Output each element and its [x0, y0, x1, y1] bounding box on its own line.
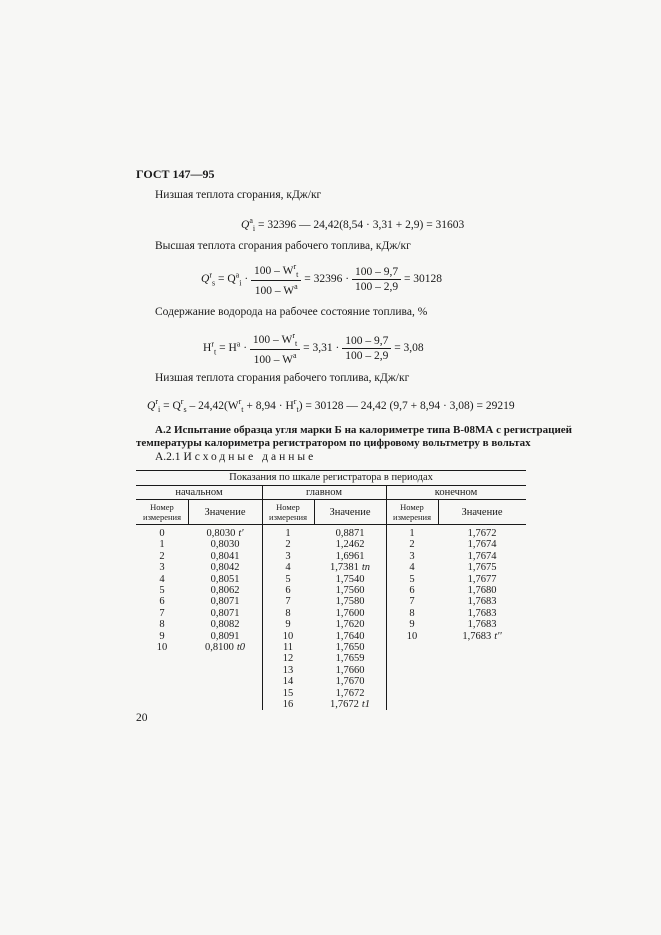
subsection-heading — [155, 451, 316, 463]
table-cell-number: 5 — [409, 573, 415, 585]
subsection-number: А.2.1 — [155, 451, 181, 463]
subsection-title: Исходные данные — [183, 451, 317, 463]
table-cell-value: 1,7680 — [467, 585, 497, 596]
table-cell-number: 0 — [159, 528, 165, 539]
table-cell-number: 7 — [159, 607, 165, 619]
table-cell-number: 1 — [409, 528, 415, 539]
f2-num2: 100 – 9,7 — [352, 266, 401, 280]
table-cell-number: 13 — [282, 664, 294, 676]
f3-num1: 100 – W — [252, 333, 293, 346]
table-cell-value: 0,8100 t0 — [204, 642, 246, 653]
table-cell-mark: t0 — [236, 642, 246, 653]
table-cell-number: 9 — [409, 619, 415, 631]
f4-rest1-sup: r — [238, 397, 242, 406]
table-cell-value: 1,7640 — [335, 630, 365, 642]
period-final: конечном — [434, 487, 478, 498]
table-cell-value: 1,7672 t1 — [329, 699, 371, 710]
table-cell-number: 11 — [282, 642, 294, 653]
table-cell-number: 4 — [285, 562, 291, 574]
table-cell-number: 8 — [159, 619, 165, 631]
table-cell-number: 2 — [285, 539, 291, 551]
f3-lhs: H — [203, 342, 212, 355]
f4-rest1: – 24,42(W — [189, 399, 239, 412]
table-title: Показания по шкале регистратора в периодах — [229, 472, 433, 483]
f2-lhs-sub: s — [211, 278, 216, 288]
table-cell-value: 0,8062 — [210, 585, 240, 596]
table-cell-number: 7 — [285, 596, 291, 608]
table-cell-number: 6 — [159, 596, 165, 608]
f2-dot: · — [244, 273, 249, 286]
table-cell-number: 16 — [282, 699, 294, 710]
table-cell-number: 10 — [156, 642, 168, 653]
col-val-main: Значение — [329, 507, 371, 518]
f2-den1-sup: a — [294, 282, 298, 292]
table-cell-number: 1 — [285, 528, 291, 539]
table-cell-number: 1 — [159, 539, 165, 551]
table-cell-value: 0,8051 — [210, 573, 240, 585]
table-cell-value: 1,7580 — [335, 596, 365, 608]
table-cell-value: 0,8042 — [210, 562, 240, 574]
page-number: 20 — [136, 712, 148, 724]
f3-den2: 100 – 2,9 — [345, 349, 389, 362]
period-main: главном — [306, 487, 342, 498]
f4-eq-sub: s — [183, 405, 187, 415]
f3-den1-sup: a — [293, 351, 297, 361]
text-line-3: Содержание водорода на рабочее состояние топлива, % — [155, 306, 428, 318]
table-cell-number: 2 — [159, 550, 165, 562]
f2-eq1: = Q — [217, 273, 236, 286]
f3-eq1-sup: a — [236, 339, 241, 349]
table-cell-value: 1,7381 tn — [329, 562, 371, 574]
f2-mid: = 32396 · — [304, 273, 350, 286]
table-cell-value: 0,8030 — [210, 539, 240, 551]
table-cell-number: 7 — [409, 596, 415, 608]
table-cell-number: 9 — [159, 630, 165, 642]
readings-table — [136, 470, 526, 710]
f2-lhs-sup: r — [209, 270, 212, 280]
f4-lhs-sub: i — [157, 405, 161, 415]
table-cell-value: 1,7683 — [467, 619, 497, 631]
formula-2 — [201, 262, 442, 297]
f4-eq-sup: r — [180, 397, 184, 406]
f4-rest2: + 8,94 · H — [246, 399, 294, 412]
period-initial: начальном — [175, 487, 223, 498]
table-cell-value: 1,7674 — [467, 539, 497, 551]
table-cell-number: 8 — [409, 607, 415, 619]
f2-fraction-2 — [352, 266, 401, 293]
text-line-2: Высшая теплота сгорания рабочего топлива, кДж/кг — [155, 240, 411, 252]
col-val-initial: Значение — [204, 507, 246, 518]
table-cell-value: 1,7540 — [335, 573, 365, 585]
table-cell-value: 0,8030 t' — [206, 528, 244, 539]
table-cell-value: 1,7560 — [335, 585, 365, 596]
f4-rest3: ) = 30128 — 24,42 (9,7 + 8,94 · 3,08) = 29219 — [298, 399, 515, 412]
f2-num1-sub: t — [296, 270, 299, 280]
f2-eq1-sup: a — [235, 270, 240, 280]
table-cell-number: 2 — [409, 539, 415, 551]
f3-fraction-2 — [342, 335, 391, 362]
table-cell-value: 1,7683 — [467, 596, 497, 608]
table-cell-number: 8 — [285, 607, 291, 619]
formula-3 — [203, 331, 424, 366]
table-cell-value: 0,8082 — [210, 619, 240, 631]
table-cell-value: 0,8871 — [335, 528, 365, 539]
table-cell-value: 1,7683 — [467, 607, 497, 619]
table-cell-number: 6 — [409, 585, 415, 596]
table-cell-number: 4 — [409, 562, 415, 574]
table-cell-number: 5 — [285, 573, 291, 585]
f2-result: = 30128 — [403, 273, 443, 286]
table-cell-value: 0,8071 — [210, 596, 240, 608]
f3-eq1: = H — [219, 342, 237, 355]
table-cell-number: 4 — [159, 573, 165, 585]
table-cell-value: 1,7675 — [467, 562, 497, 574]
table-cell-mark: tn — [361, 562, 371, 574]
table-cell-number: 3 — [409, 550, 415, 562]
formula-4 — [147, 397, 515, 414]
table-cell-value: 1,6961 — [335, 550, 365, 562]
f1-sup: a — [249, 216, 253, 225]
col-num-final: Номер измерения — [393, 502, 431, 522]
table-cell-number: 15 — [282, 687, 294, 699]
doc-code: ГОСТ 147—95 — [136, 167, 215, 181]
table-cell-value: 1,2462 — [335, 539, 365, 551]
table-cell-number: 10 — [406, 630, 418, 642]
section-title-line-1: А.2 Испытание образца угля марки Б на калориметре типа В-08МА с регистрацией — [155, 424, 573, 436]
f1-rhs: = 32396 — 24,42(8,54 · 3,31 + 2,9) = 31603 — [257, 218, 465, 231]
f3-lhs-sup: r — [211, 339, 214, 349]
f2-num1-sup: r — [293, 262, 297, 271]
table-cell-mark: t' — [238, 528, 244, 539]
table-cell-value: 1,7683 t'' — [462, 630, 502, 642]
table-cell-value: 0,8071 — [210, 607, 240, 619]
f1-lhs: Q — [241, 218, 250, 231]
table-cell-number: 5 — [159, 585, 165, 596]
f3-mid: = 3,31 · — [303, 342, 340, 355]
text-line-4: Низшая теплота сгорания рабочего топлива, кДж/кг — [155, 372, 410, 384]
f4-rest2-sup: r — [293, 397, 297, 406]
table-cell-number: 10 — [282, 630, 294, 642]
f4-rest1-sub: t — [241, 405, 244, 415]
table-cell-number: 9 — [285, 619, 291, 631]
f2-den2: 100 – 2,9 — [354, 280, 399, 293]
f3-num2: 100 – 9,7 — [342, 335, 391, 349]
table-cell-value: 1,7659 — [335, 653, 365, 665]
table-cell-number: 14 — [282, 676, 294, 688]
table-cell-value: 0,8091 — [210, 630, 240, 642]
table-cell-value: 1,7672 — [335, 687, 365, 699]
formula-1 — [241, 216, 464, 233]
f3-result: = 3,08 — [394, 342, 424, 355]
f3-lhs-sub: t — [213, 347, 217, 357]
f3-den1: 100 – W — [253, 353, 293, 366]
section-title-line-2: температуры калориметра регистратором по цифровому вольтметру в вольтах — [136, 437, 531, 449]
table-cell-value: 1,7600 — [335, 607, 365, 619]
f2-den1: 100 – W — [254, 284, 295, 297]
f4-lhs: Q — [147, 399, 156, 412]
table-cell-value: 1,7674 — [467, 550, 497, 562]
table-cell-value: 1,7660 — [335, 664, 365, 676]
f1-sub: i — [252, 224, 256, 234]
f2-num1: 100 – W — [254, 264, 294, 277]
f4-lhs-sup: r — [155, 397, 158, 406]
table-cell-value: 1,7650 — [335, 642, 365, 653]
f3-dot: · — [243, 342, 248, 355]
table-cell-mark: t1 — [361, 699, 371, 710]
col-val-final: Значение — [461, 507, 503, 518]
table-cell-value: 1,7672 — [467, 528, 497, 539]
table-cell-number: 6 — [285, 585, 291, 596]
f3-num1-sub: t — [295, 339, 298, 349]
table-cell-value: 1,7620 — [335, 619, 365, 631]
f2-eq1-sub: i — [239, 278, 242, 288]
f2-lhs: Q — [201, 273, 210, 286]
col-num-main: Номер измерения — [269, 502, 307, 522]
table-cell-number: 3 — [285, 550, 291, 562]
table-cell-mark: t'' — [494, 630, 502, 642]
f4-eq: = Q — [163, 399, 181, 412]
f3-fraction-1 — [250, 331, 300, 366]
f4-rest2-sub: t — [296, 405, 299, 415]
f3-num1-sup: r — [292, 331, 295, 340]
table-cell-number: 3 — [159, 562, 165, 574]
table-cell-number: 12 — [282, 653, 294, 665]
text-line-1: Низшая теплота сгорания, кДж/кг — [155, 189, 322, 201]
f2-fraction-1 — [251, 262, 301, 297]
col-num-initial: Номер измерения — [143, 502, 181, 522]
table-cell-value: 1,7670 — [335, 676, 365, 688]
table-cell-value: 1,7677 — [467, 573, 497, 585]
table-cell-value: 0,8041 — [210, 550, 240, 562]
